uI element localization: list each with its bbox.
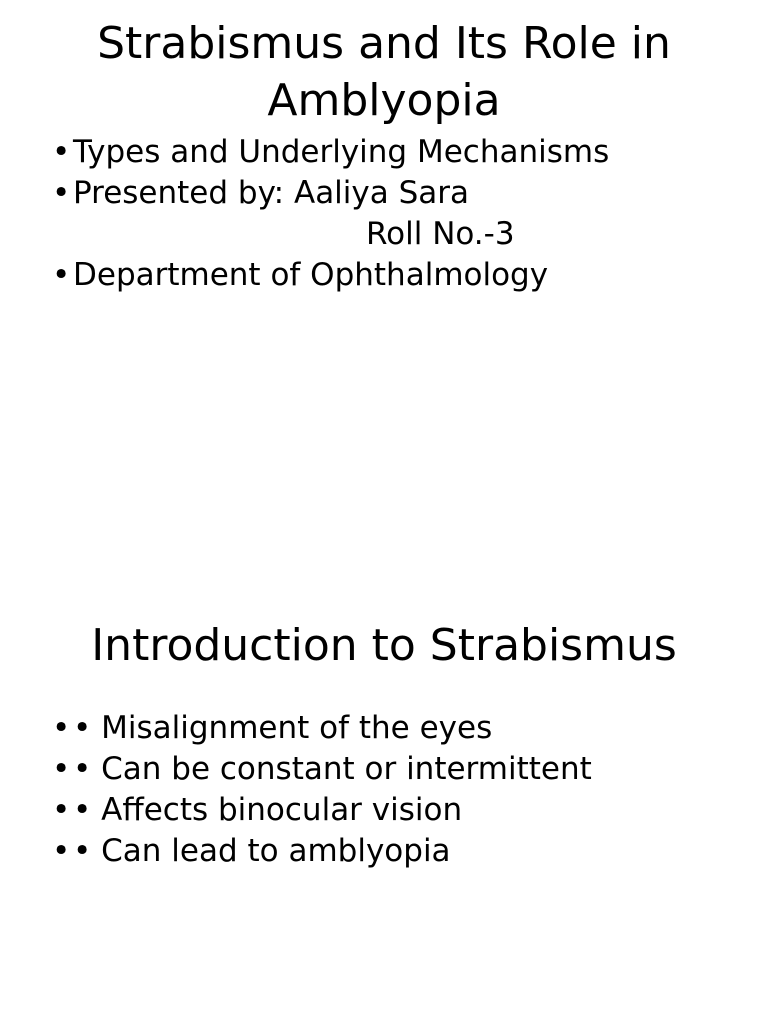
list-item <box>52 749 732 790</box>
bullet-list <box>52 708 732 872</box>
bullet-icon: • <box>52 792 71 828</box>
slide-title: Strabismus and Its Role in Amblyopia <box>97 18 671 126</box>
slide-title: Introduction to Strabismus <box>91 620 677 671</box>
list-item <box>52 173 732 214</box>
bullet-list <box>52 132 732 296</box>
bullet-text: • Misalignment of the eyes <box>73 710 493 746</box>
bullet-icon: • <box>52 833 71 869</box>
bullet-text-presenter: Presented by: Aaliya Sara <box>73 175 470 211</box>
bullet-text: • Can be constant or intermittent <box>73 751 592 787</box>
bullet-icon: • <box>52 257 71 293</box>
bullet-icon: • <box>52 175 71 211</box>
bullet-text: • Can lead to amblyopia <box>73 833 451 869</box>
bullet-icon: • <box>52 134 71 170</box>
bullet-text: • Affects binocular vision <box>73 792 463 828</box>
list-item <box>52 708 732 749</box>
list-item <box>52 255 732 296</box>
bullet-text-subtitle: Types and Underlying Mechanisms <box>73 134 610 170</box>
list-item <box>52 831 732 872</box>
bullet-text-department: Department of Ophthalmology <box>73 257 549 293</box>
list-item <box>52 790 732 831</box>
roll-number: Roll No.-3 <box>366 216 515 252</box>
slide-introduction <box>0 512 768 1024</box>
bullet-icon: • <box>52 710 71 746</box>
bullet-icon: • <box>52 751 71 787</box>
list-item <box>52 132 732 173</box>
